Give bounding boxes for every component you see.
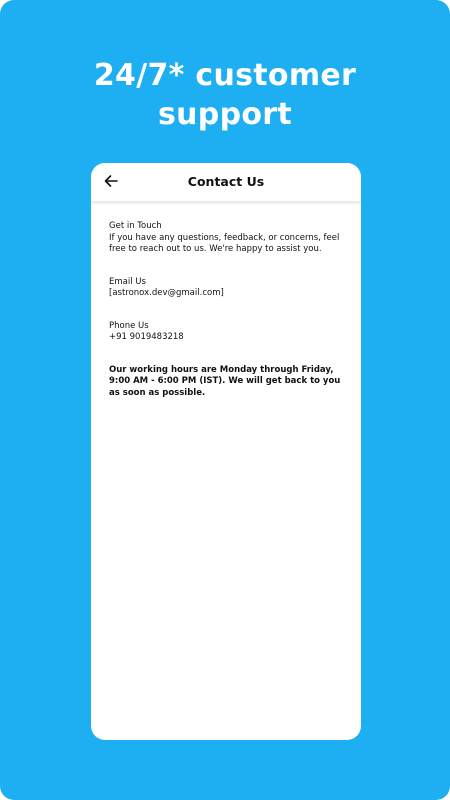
get-in-touch-body: If you have any questions, feedback, or concerns, feel free to reach out to us. We're happy to assist you.	[109, 232, 340, 254]
phone-section	[109, 321, 347, 344]
contact-content	[91, 201, 361, 399]
promo-headline	[0, 56, 450, 134]
promo-headline-line2: support	[157, 97, 292, 132]
get-in-touch-title: Get in Touch	[109, 221, 162, 231]
email-section	[109, 277, 347, 300]
email-link[interactable]: [astronox.dev@gmail.com]	[109, 288, 224, 298]
get-in-touch-section	[109, 221, 347, 256]
phone-title: Phone Us	[109, 320, 149, 331]
promo-headline-line1: 24/7* customer	[93, 58, 357, 93]
page-title: Contact Us	[187, 174, 265, 189]
phone-mockup	[91, 163, 361, 740]
app-bar	[91, 163, 361, 201]
phone-link[interactable]: +91 9019483218	[109, 332, 184, 342]
working-hours-text: Our working hours are Monday through Friday, 9:00 AM - 6:00 PM (IST). We will get back to you as soon as possible.	[109, 364, 341, 398]
email-title: Email Us	[109, 276, 146, 287]
